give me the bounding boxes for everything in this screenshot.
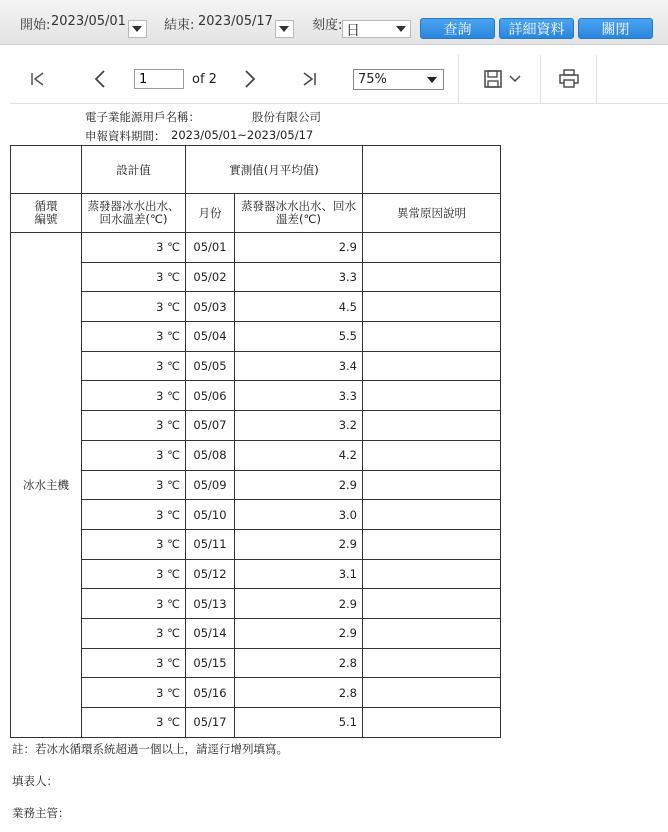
measured-value-cell: 2.8 — [235, 678, 363, 708]
design-value-cell: 3 ℃ — [82, 648, 186, 678]
measured-value-cell: 2.8 — [235, 648, 363, 678]
start-date-label: 開始: — [20, 18, 51, 33]
table-row — [11, 322, 501, 352]
table-row — [11, 559, 501, 589]
table-row — [11, 262, 501, 292]
design-value-cell: 3 ℃ — [82, 351, 186, 381]
abnormal-reason-cell — [363, 351, 501, 381]
end-date-value[interactable]: 2023/05/17 — [198, 14, 273, 29]
month-cell: 05/15 — [186, 648, 235, 678]
abnormal-reason-cell — [363, 262, 501, 292]
design-value-cell: 3 ℃ — [82, 322, 186, 352]
design-value-cell: 3 ℃ — [82, 678, 186, 708]
measured-value-cell: 2.9 — [235, 589, 363, 619]
end-date-label: 結束: — [164, 18, 195, 33]
month-cell: 05/13 — [186, 589, 235, 619]
close-button[interactable]: 關閉 — [578, 18, 653, 39]
design-value-cell: 3 ℃ — [82, 529, 186, 559]
chevron-down-icon — [132, 26, 142, 32]
table-row — [11, 440, 501, 470]
measured-value-cell: 4.2 — [235, 440, 363, 470]
abnormal-reason-cell — [363, 322, 501, 352]
measured-value-cell: 5.1 — [235, 708, 363, 738]
abnormal-reason-cell — [363, 559, 501, 589]
measured-value-cell: 5.5 — [235, 322, 363, 352]
abnormal-reason-cell — [363, 708, 501, 738]
start-date-value[interactable]: 2023/05/01 — [51, 14, 126, 29]
design-value-cell: 3 ℃ — [82, 618, 186, 648]
report-period-label: 申報資料期間： — [85, 129, 166, 143]
header-design-value: 設計值 — [82, 146, 186, 194]
month-cell: 05/12 — [186, 559, 235, 589]
design-value-cell: 3 ℃ — [82, 411, 186, 441]
report-company-name: 股份有限公司 — [252, 110, 321, 124]
toolbar-divider — [596, 55, 597, 103]
page-number-input[interactable] — [134, 69, 184, 89]
toolbar-divider — [540, 55, 541, 103]
abnormal-reason-cell — [363, 678, 501, 708]
supervisor-label: 業務主管： — [12, 806, 70, 820]
measured-value-cell: 3.2 — [235, 411, 363, 441]
design-value-cell: 3 ℃ — [82, 589, 186, 619]
table-row — [11, 648, 501, 678]
next-page-button[interactable] — [238, 55, 262, 103]
chevron-down-icon — [396, 26, 406, 32]
detail-button[interactable]: 詳細資料 — [499, 18, 574, 39]
scale-select-value: 日 — [346, 23, 360, 39]
header-blank-cell — [11, 146, 82, 194]
design-value-cell: 3 ℃ — [82, 500, 186, 530]
table-row — [11, 233, 501, 263]
table-row — [11, 618, 501, 648]
table-row — [11, 678, 501, 708]
first-page-icon — [30, 71, 46, 87]
column-month: 月份 — [186, 194, 235, 233]
column-measured-temp-diff: 蒸發器冰水出水、回水 溫差(℃) — [235, 194, 363, 233]
abnormal-reason-cell — [363, 589, 501, 619]
chevron-down-icon — [279, 26, 289, 32]
scale-select[interactable] — [342, 20, 411, 38]
table-row — [11, 411, 501, 441]
chevron-down-icon — [509, 74, 521, 84]
end-date-dropdown[interactable] — [275, 20, 294, 38]
abnormal-reason-cell — [363, 500, 501, 530]
table-row — [11, 500, 501, 530]
save-export-button[interactable] — [478, 55, 526, 103]
design-value-cell: 3 ℃ — [82, 292, 186, 322]
abnormal-reason-cell — [363, 233, 501, 263]
print-button[interactable] — [557, 55, 581, 103]
month-cell: 05/08 — [186, 440, 235, 470]
measured-value-cell: 2.9 — [235, 529, 363, 559]
month-cell: 05/06 — [186, 381, 235, 411]
report-period-value: 2023/05/01~2023/05/17 — [171, 128, 314, 142]
table-row — [11, 381, 501, 411]
abnormal-reason-cell — [363, 470, 501, 500]
first-page-button[interactable] — [26, 55, 50, 103]
measured-value-cell: 2.9 — [235, 470, 363, 500]
loop-name-cell: 冰水主機 — [11, 233, 82, 738]
chevron-left-icon — [92, 69, 108, 89]
report-viewer-toolbar — [10, 55, 668, 104]
measured-value-cell: 3.0 — [235, 500, 363, 530]
report-note: 註：若冰水循環系統超過一個以上，請逕行增列填寫。 — [12, 742, 288, 756]
last-page-button[interactable] — [297, 55, 321, 103]
start-date-dropdown[interactable] — [128, 20, 147, 38]
abnormal-reason-cell — [363, 618, 501, 648]
table-row — [11, 589, 501, 619]
month-cell: 05/03 — [186, 292, 235, 322]
measured-value-cell: 2.9 — [235, 618, 363, 648]
abnormal-reason-cell — [363, 381, 501, 411]
design-value-cell: 3 ℃ — [82, 262, 186, 292]
month-cell: 05/07 — [186, 411, 235, 441]
abnormal-reason-cell — [363, 648, 501, 678]
header-measured-value: 實測值(月平均值) — [186, 146, 363, 194]
month-cell: 05/09 — [186, 470, 235, 500]
measured-value-cell: 3.1 — [235, 559, 363, 589]
query-button[interactable]: 查詢 — [420, 18, 495, 39]
measured-value-cell: 3.4 — [235, 351, 363, 381]
chevron-right-icon — [242, 69, 258, 89]
abnormal-reason-cell — [363, 411, 501, 441]
design-value-cell: 3 ℃ — [82, 233, 186, 263]
month-cell: 05/05 — [186, 351, 235, 381]
table-row — [11, 351, 501, 381]
table-row — [11, 470, 501, 500]
last-page-icon — [301, 71, 317, 87]
column-loop-number: 循環 編號 — [11, 194, 82, 233]
abnormal-reason-cell — [363, 529, 501, 559]
column-abnormal-reason: 異常原因說明 — [363, 194, 501, 233]
measured-value-cell: 4.5 — [235, 292, 363, 322]
toolbar-divider — [458, 55, 459, 103]
month-cell: 05/17 — [186, 708, 235, 738]
save-icon — [483, 69, 503, 89]
header-blank-cell — [363, 146, 501, 194]
month-cell: 05/11 — [186, 529, 235, 559]
table-row — [11, 529, 501, 559]
previous-page-button[interactable] — [88, 55, 112, 103]
abnormal-reason-cell — [363, 292, 501, 322]
table-row — [11, 708, 501, 738]
column-design-temp-diff: 蒸發器冰水出水、 回水溫差(℃) — [82, 194, 186, 233]
design-value-cell: 3 ℃ — [82, 440, 186, 470]
month-cell: 05/10 — [186, 500, 235, 530]
chevron-down-icon — [427, 77, 437, 83]
zoom-select[interactable] — [353, 69, 444, 90]
report-table — [10, 145, 501, 738]
measured-value-cell: 3.3 — [235, 262, 363, 292]
abnormal-reason-cell — [363, 440, 501, 470]
zoom-value: 75% — [358, 72, 387, 87]
filter-bar — [0, 0, 668, 45]
month-cell: 05/04 — [186, 322, 235, 352]
design-value-cell: 3 ℃ — [82, 708, 186, 738]
month-cell: 05/02 — [186, 262, 235, 292]
month-cell: 05/16 — [186, 678, 235, 708]
page-total: of 2 — [192, 72, 217, 87]
month-cell: 05/14 — [186, 618, 235, 648]
design-value-cell: 3 ℃ — [82, 559, 186, 589]
month-cell: 05/01 — [186, 233, 235, 263]
design-value-cell: 3 ℃ — [82, 470, 186, 500]
measured-value-cell: 3.3 — [235, 381, 363, 411]
scale-label: 刻度: — [312, 18, 343, 33]
design-value-cell: 3 ℃ — [82, 381, 186, 411]
table-row — [11, 292, 501, 322]
measured-value-cell: 2.9 — [235, 233, 363, 263]
report-user-label: 電子業能源用戶名稱： — [85, 110, 200, 124]
printer-icon — [558, 69, 580, 89]
filler-label: 填表人： — [12, 774, 58, 788]
